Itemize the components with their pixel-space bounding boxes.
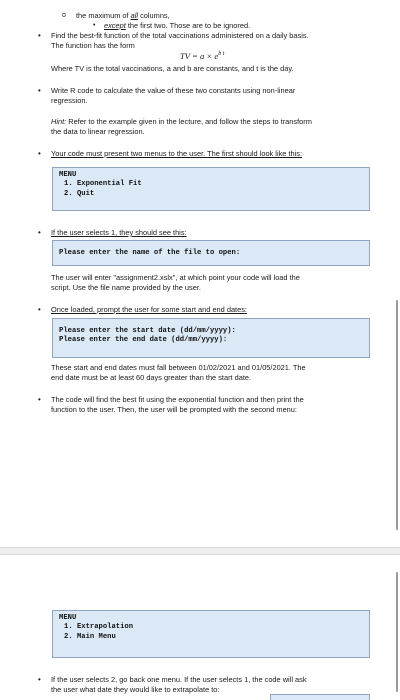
bullet-icon: • (38, 395, 41, 404)
menu1-option-2: 2. Quit (64, 189, 95, 198)
formula-base: TV = a × e (180, 50, 219, 61)
max-all-word: all (130, 11, 139, 20)
user-enter-line1: The user will enter "assignment2.xslx", at which point your code will load the (51, 273, 300, 282)
formula-exponent: b t (218, 51, 225, 57)
rcode-line1: Write R code to calculate the value of these two constants using non-linear (51, 86, 296, 95)
select2-line2 (51, 685, 219, 695)
select1-line: If the user selects 1, they should see this: (51, 228, 187, 237)
hint-label: Hint: (51, 117, 67, 126)
bestfit-print-line1: The code will find the best fit using the exponential function and then print the (51, 395, 304, 404)
bullet-icon: • (38, 149, 41, 158)
date-prompt-box (52, 318, 370, 358)
extrapolate-prompt-box (270, 694, 370, 700)
max-all-suffix: columns, (140, 11, 170, 20)
menu1-box (52, 167, 370, 211)
hint-line2: the data to linear regression. (51, 127, 145, 136)
where-line: Where TV is the total vaccinations, a and b are constants, and t is the day. (51, 64, 294, 73)
bullet-icon: • (38, 305, 41, 314)
menu1-title: MENU (59, 171, 77, 179)
start-date-prompt: Please enter the start date (dd/mm/yyyy): (59, 327, 236, 335)
dates-line2: end date must be at least 60 days greater than the start date. (51, 373, 252, 382)
small-bullet-icon: • (93, 22, 96, 29)
bestfit-print-line2: function to the user. Then, the user will be prompted with the second menu: (51, 405, 297, 414)
max-all-columns-text (76, 11, 170, 21)
scrollbar-lower[interactable] (396, 572, 398, 692)
formula (180, 50, 224, 61)
menus-line: Your code must present two menus to the user. The first should look like this: (51, 149, 303, 158)
menu2-title: MENU (59, 614, 77, 622)
max-all-prefix: the maximum of (76, 11, 129, 20)
page-break (0, 547, 400, 555)
bullet-icon: • (38, 675, 41, 684)
except-rest: the first two. Those are to be ignored. (127, 21, 251, 30)
select2-line1: If the user selects 2, go back one menu. If the user selects 1, the code will ask (51, 675, 307, 684)
dates-line1: These start and end dates must fall between 01/02/2021 and 01/05/2021. The (51, 363, 306, 372)
hollow-bullet-icon: o (62, 12, 66, 19)
except-text (104, 21, 250, 31)
bestfit-line1: Find the best-fit function of the total vaccinations administered on a daily basis. (51, 31, 309, 40)
user-enter-line2: script. Use the file name provided by the user. (51, 283, 201, 292)
bullet-icon: • (38, 86, 41, 95)
bullet-icon: • (38, 31, 41, 40)
file-prompt-box (52, 240, 370, 266)
menu1-option-1: 1. Exponential Fit (64, 180, 142, 189)
menu2-option-1: 1. Extrapolation (64, 623, 134, 632)
hint-text: Refer to the example given in the lecture, and follow the steps to transform (68, 117, 312, 126)
hint-line1 (51, 117, 312, 127)
loaded-line: Once loaded, prompt the user for some start and end dates: (51, 305, 247, 314)
bestfit-line2: The function has the form (51, 41, 135, 50)
scrollbar[interactable] (396, 300, 398, 530)
end-date-prompt: Please enter the end date (dd/mm/yyyy): (59, 336, 228, 345)
menu2-option-2: 2. Main Menu (64, 632, 116, 641)
file-prompt: Please enter the name of the file to open: (59, 249, 241, 257)
select2-line2-text: the user what date they would like to extrapolate to: (51, 685, 220, 694)
bullet-icon: • (38, 228, 41, 237)
rcode-line2: regression. (51, 96, 88, 105)
menu2-box (52, 610, 370, 658)
except-word: except (104, 21, 126, 30)
